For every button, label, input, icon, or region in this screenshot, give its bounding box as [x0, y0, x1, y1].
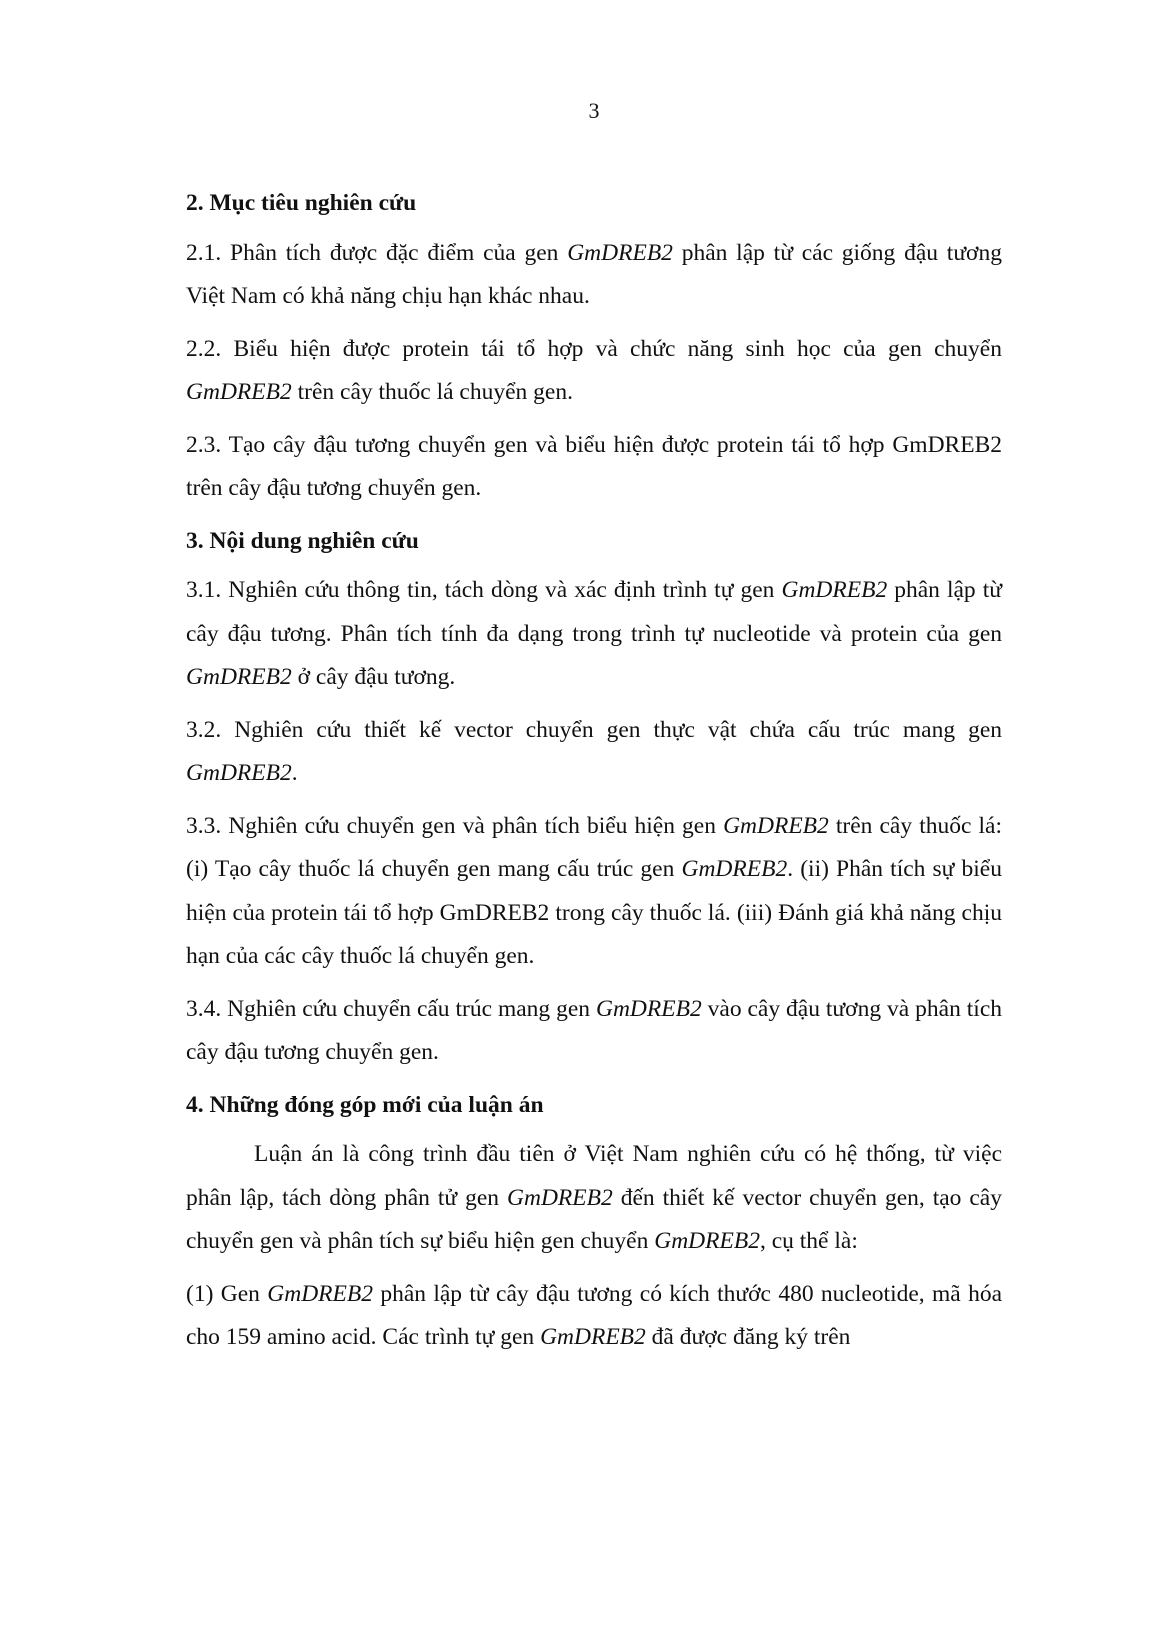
- paragraph-2-3: 2.3. Tạo cây đậu tương chuyển gen và biểu hiện được protein tái tổ hợp GmDREB2 trên cây đậu tương chuyển gen.: [186, 431, 1002, 501]
- page-number: 3: [588, 98, 600, 123]
- section-heading-contributions: 4. Những đóng góp mới của luận án: [186, 1091, 544, 1118]
- page-content: [186, 182, 1002, 1369]
- section-heading-content: 3. Nội dung nghiên cứu: [186, 527, 419, 554]
- paragraph-3-1: 3.1. Nghiên cứu thông tin, tách dòng và xác định trình tự gen GmDREB2 phân lập từ cây đậu tương. Phân tích tính đa dạng trong trình tự nucleotide và protein của gen GmDREB2 ở cây đậu tương.: [186, 577, 1002, 690]
- paragraph-2-1: 2.1. Phân tích được đặc điểm của gen GmDREB2 phân lập từ các giống đậu tương Việt Nam có khả năng chịu hạn khác nhau.: [186, 239, 1002, 309]
- paragraph-3-3: 3.3. Nghiên cứu chuyển gen và phân tích biểu hiện gen GmDREB2 trên cây thuốc lá: (i) Tạo cây thuốc lá chuyển gen mang cấu trúc gen GmDREB2. (ii) Phân tích sự biểu hiện của protein tái tổ hợp GmDREB2 trong cây thuốc lá. (iii) Đánh giá khả năng chịu hạn của các cây thuốc lá chuyển gen.: [186, 812, 1002, 969]
- paragraph-4-1: (1) Gen GmDREB2 phân lập từ cây đậu tương có kích thước 480 nucleotide, mã hóa cho 159 amino acid. Các trình tự gen GmDREB2 đã được đăng ký trên: [186, 1280, 1002, 1350]
- paragraph-3-2: 3.2. Nghiên cứu thiết kế vector chuyển gen thực vật chứa cấu trúc mang gen GmDREB2.: [186, 716, 1002, 786]
- paragraph-2-2: 2.2. Biểu hiện được protein tái tổ hợp và chức năng sinh học của gen chuyển GmDREB2 trên cây thuốc lá chuyển gen.: [186, 335, 1002, 405]
- paragraph-3-4: 3.4. Nghiên cứu chuyển cấu trúc mang gen GmDREB2 vào cây đậu tương và phân tích cây đậu tương chuyển gen.: [186, 995, 1003, 1065]
- paragraph-4-intro: Luận án là công trình đầu tiên ở Việt Nam nghiên cứu có hệ thống, từ việc phân lập, tách dòng phân tử gen GmDREB2 đến thiết kế vector chuyển gen, tạo cây chuyển gen và phân tích sự biểu hiện gen chuyển GmDREB2, cụ thể là:: [186, 1141, 1002, 1254]
- section-heading-objectives: 2. Mục tiêu nghiên cứu: [186, 190, 417, 216]
